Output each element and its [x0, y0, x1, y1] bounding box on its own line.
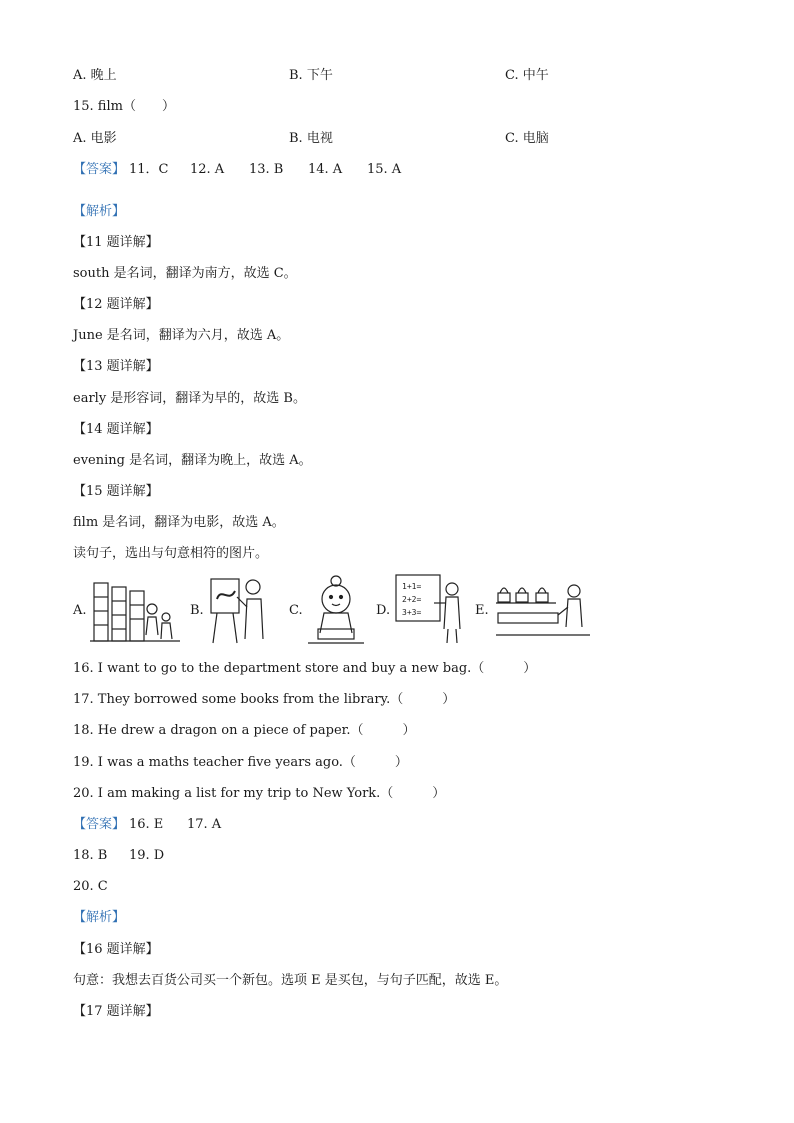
answer-item: 14. A [308, 162, 343, 177]
answer-item: 12. A [190, 162, 225, 177]
blackboard-line: 1+1= [402, 582, 422, 591]
option-a: A. 电影 [73, 131, 117, 146]
detail-head-13: 【13 题详解】 [73, 359, 159, 374]
answer-item: 18. B [73, 848, 108, 863]
detail-head-11: 【11 题详解】 [73, 235, 159, 250]
option-b: B. 电视 [289, 131, 333, 146]
blackboard-line: 2+2= [402, 595, 422, 604]
detail-text-14: evening 是名词，翻译为晚上，故选 A。 [73, 453, 312, 468]
sentence-19: 19. I was a maths teacher five years ago.（ ） [73, 755, 408, 770]
question-15-stem: 15. film（ ） [73, 99, 175, 114]
option-a: A. 晚上 [73, 68, 117, 83]
answer-item: 17. A [187, 817, 222, 832]
writing-list-picture [306, 573, 366, 645]
answer-row [73, 816, 373, 834]
detail-text-11: south 是名词，翻译为南方，故选 C。 [73, 266, 297, 281]
answer-item: 20. C [73, 879, 108, 894]
answer-item: 19. D [129, 848, 165, 863]
drawing-dragon-picture [207, 573, 272, 645]
detail-head-16: 【16 题详解】 [73, 942, 159, 957]
blackboard-line: 3+3= [402, 608, 422, 617]
picture-label-d: D. [376, 603, 391, 618]
sentence-20: 20. I am making a list for my trip to New York.（ ） [73, 786, 446, 801]
detail-head-17: 【17 题详解】 [73, 1004, 159, 1019]
option-c: C. 电脑 [505, 131, 549, 146]
answer-item: 13. B [249, 162, 284, 177]
answer-row [73, 161, 473, 179]
picture-label-c: C. [289, 603, 303, 618]
picture-options [70, 573, 600, 645]
buying-bag-picture [494, 573, 594, 645]
sentence-17: 17. They borrowed some books from the library.（ ） [73, 692, 456, 707]
picture-label-a: A. [73, 603, 87, 618]
sentence-16: 16. I want to go to the department store and buy a new bag.（ ） [73, 661, 537, 676]
maths-teacher-picture [394, 573, 469, 645]
analysis-tag: 【解析】 [73, 910, 126, 925]
detail-text-13: early 是形容词，翻译为早的，故选 B。 [73, 391, 306, 406]
answer-tag: 【答案】 [73, 817, 126, 832]
answer-item: 16. E [129, 817, 164, 832]
detail-head-14: 【14 题详解】 [73, 422, 159, 437]
answer-row [73, 847, 373, 865]
detail-head-15: 【15 题详解】 [73, 484, 159, 499]
analysis-tag: 【解析】 [73, 204, 126, 219]
detail-text-15: film 是名词，翻译为电影，故选 A。 [73, 515, 285, 530]
library-picture [90, 573, 180, 645]
detail-text-16: 句意：我想去百货公司买一个新包。选项 E 是买包，与句子匹配，故选 E。 [73, 973, 508, 988]
option-c: C. 中午 [505, 68, 549, 83]
detail-head-12: 【12 题详解】 [73, 297, 159, 312]
answer-item: 11．C [129, 162, 169, 177]
picture-label-b: B. [190, 603, 204, 618]
answer-item: 15. A [367, 162, 402, 177]
section-title: 读句子，选出与句意相符的图片。 [73, 546, 269, 561]
detail-text-12: June 是名词，翻译为六月，故选 A。 [73, 328, 290, 343]
option-b: B. 下午 [289, 68, 333, 83]
sentence-18: 18. He drew a dragon on a piece of paper.（ ） [73, 723, 416, 738]
answer-tag: 【答案】 [73, 162, 126, 177]
picture-label-e: E. [475, 603, 489, 618]
